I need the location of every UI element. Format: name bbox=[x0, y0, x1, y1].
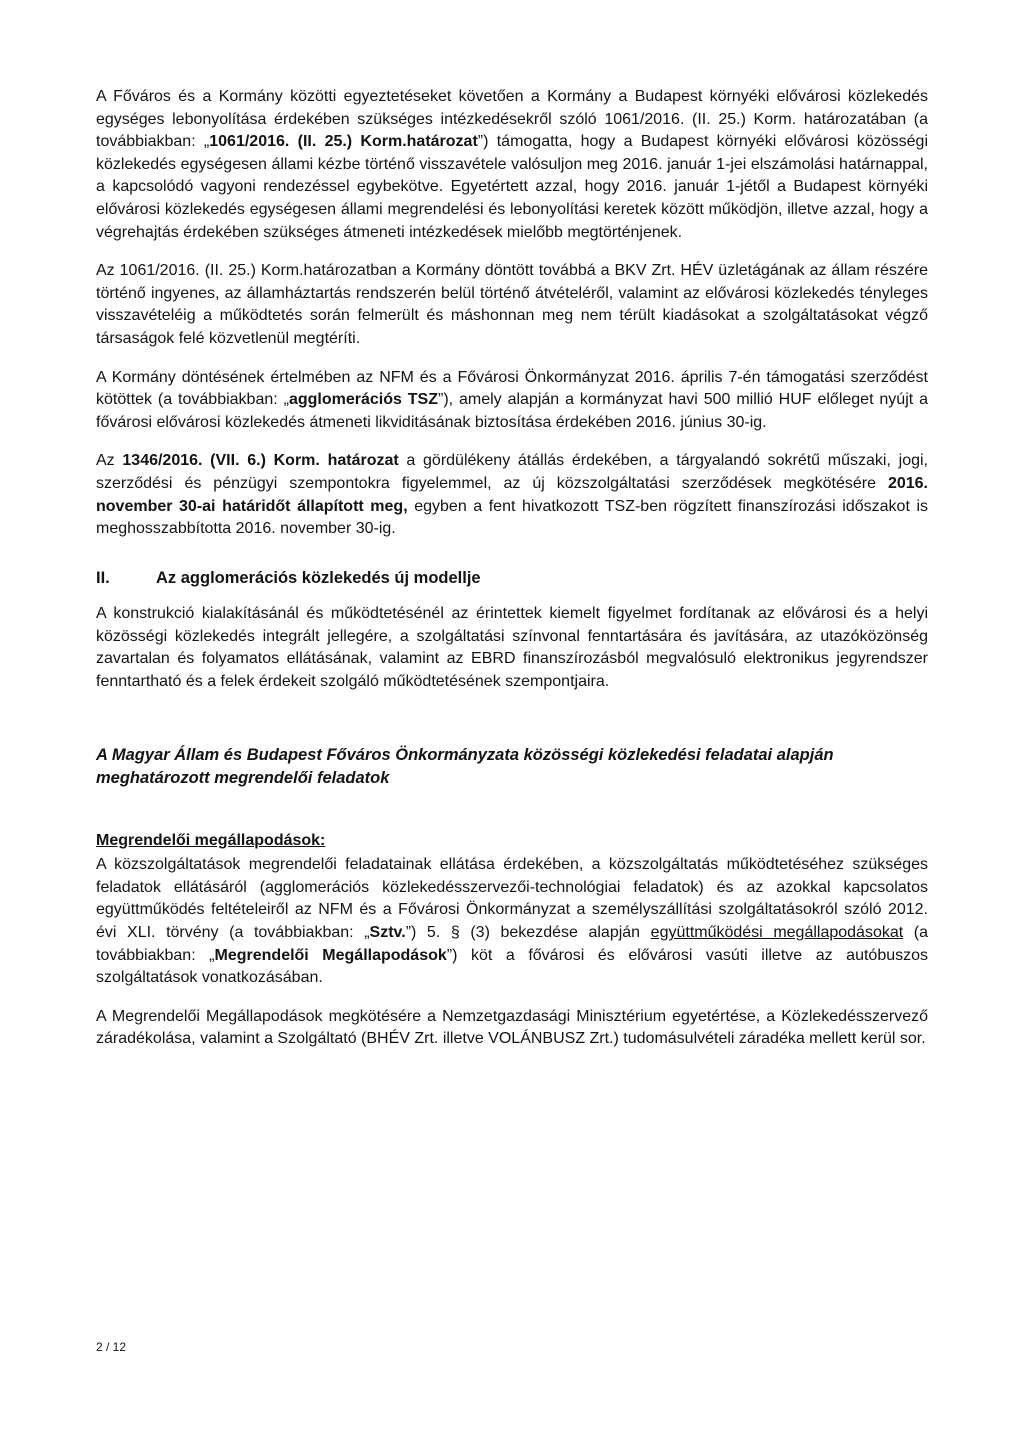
text: ”) 5. § (3) bekezdése alapján bbox=[405, 924, 651, 942]
text bbox=[320, 452, 328, 469]
paragraph-2: Az 1061/2016. (II. 25.) Korm.határozatban a Kormány döntött továbbá a BKV Zrt. HÉV üzletágának az állam részére történő ingyenes, az államháztartás rendszerén belül történő átvételéről, valamint az elővárosi közlekedés tényleges visszavételéig a működtetés során felmerült és máshonnan meg nem térült kiadásokat a szolgáltatásokat végző társaságok felé közvetlenül megtéríti. bbox=[96, 262, 928, 347]
bold-text: Megrendelői Megállapodások bbox=[214, 946, 447, 964]
bold-text: 1346/2016. (VII. 6.) Korm. bbox=[122, 452, 320, 470]
paragraph-4 bbox=[96, 450, 928, 540]
text: Az bbox=[96, 452, 123, 470]
bold-text: 1061/2016. (II. 25.) Korm.határozat bbox=[209, 133, 478, 151]
paragraph-1 bbox=[96, 86, 928, 244]
underlined-text: együttműködési megállapodásokat bbox=[650, 924, 904, 942]
sub-heading: Megrendelői megállapodások: bbox=[96, 831, 326, 849]
bold-text: 2016. november 30-ai határidőt állapított meg, bbox=[96, 474, 928, 515]
document-page bbox=[96, 86, 928, 1067]
section-heading bbox=[96, 567, 928, 590]
text: a gördülékeny átállás érdekében, a tárgyalandó sokrétű műszaki, jogi, szerződési és pénzügyi szempontokra figyelemmel, az új közszolgáltatási szerződések megkötésére bbox=[96, 452, 928, 492]
text: A Főváros és a Kormány közötti egyeztetéseket követően a Kormány a Budapest környéki elővárosi közlekedés egységes lebonyolítása érdekében szükséges intézkedésekről szóló 1061/2016. (II. 25.) Korm. határozatában (a továbbiakban: „ bbox=[96, 88, 928, 151]
text: ”), amely alapján a kormányzat havi 500 millió HUF előleget nyújt a fővárosi elővárosi közlekedés átmeneti likviditásának biztosítása érdekében 2016. június 30-ig. bbox=[96, 391, 929, 431]
text: A közszolgáltatások megrendelői feladatainak ellátása érdekében, a közszolgáltatás működtetéséhez szükséges feladatok ellátásáról (agglomerációs közlekedésszervezői-technológiai feladatok) és az azokkal kapcsolatos együttműködés feltételeiről az NFM és a Fővárosi Önkormányzat a személyszállítási szolgáltatásokról szóló 2012. évi XLI. törvény (a továbbiakban: „ bbox=[96, 856, 928, 942]
italic-heading: A Magyar Állam és Budapest Főváros Önkormányzata közösségi közlekedési feladatai alapján meghatározott megrendelői feladatok bbox=[96, 745, 834, 787]
section-title: Az agglomerációs közlekedés új modellje bbox=[156, 568, 481, 587]
text: ”) támogatta, hogy a Budapest környéki elővárosi közösségi közlekedés egységesen állami kézbe történő visszavétele valósuljon meg 2016. január 1-jei elszámolási határnappal, a kapcsolódó vagyoni rendezéssel egybekötve. Egyetértett azzal, hogy 2016. január 1-jétől a Budapest környéki elővárosi közlekedés egységesen állami megrendelési és lebonyolítási keretek között működjön, illetve azzal, hogy a végrehajtás érdekében szükséges átmeneti intézkedések mielőbb megtörténjenek. bbox=[96, 133, 929, 241]
section-number: II. bbox=[96, 568, 110, 587]
bold-text: határozat bbox=[327, 452, 399, 470]
paragraph-6 bbox=[96, 854, 928, 990]
paragraph-5: A konstrukció kialakításánál és működtetésénél az érintettek kiemelt figyelmet fordítanak az elővárosi és a helyi közösségi közlekedés integrált jellegére, a szolgáltatási színvonal fenntartására és javítására, az utazóközönség zavartalan és folyamatos ellátásának, valamint az EBRD finanszírozásból megvalósuló elektronikus jegyrendszer fenntartható és a felek érdekeit szolgáló működtetésének szempontjaira. bbox=[96, 605, 928, 691]
bold-text: agglomerációs TSZ bbox=[288, 391, 438, 409]
paragraph-7: A Megrendelői Megállapodások megkötésére a Nemzetgazdasági Minisztérium egyetértése, a Közlekedésszervező záradékolása, valamint a Szolgáltató (BHÉV Zrt. illetve VOLÁNBUSZ Zrt.) tudomásulvételi záradéka mellett kerül sor. bbox=[96, 1007, 928, 1048]
text: (a továbbiakban: „ bbox=[96, 924, 929, 964]
paragraph-3 bbox=[96, 367, 928, 435]
text: ”) köt a fővárosi és elővárosi vasúti illetve az autóbuszos szolgáltatások vonatkozásában. bbox=[96, 946, 929, 987]
page-number: 2 / 12 bbox=[96, 1340, 127, 1354]
text: egyben a fent hivatkozott TSZ-ben rögzített finanszírozási időszakot is meghosszabbította 2016. november 30-ig. bbox=[96, 497, 929, 538]
bold-text: Sztv. bbox=[369, 924, 406, 942]
text: A Kormány döntésének értelmében az NFM és a Fővárosi Önkormányzat 2016. április 7-én támogatási szerződést kötöttek (a továbbiakban: „ bbox=[96, 368, 928, 409]
